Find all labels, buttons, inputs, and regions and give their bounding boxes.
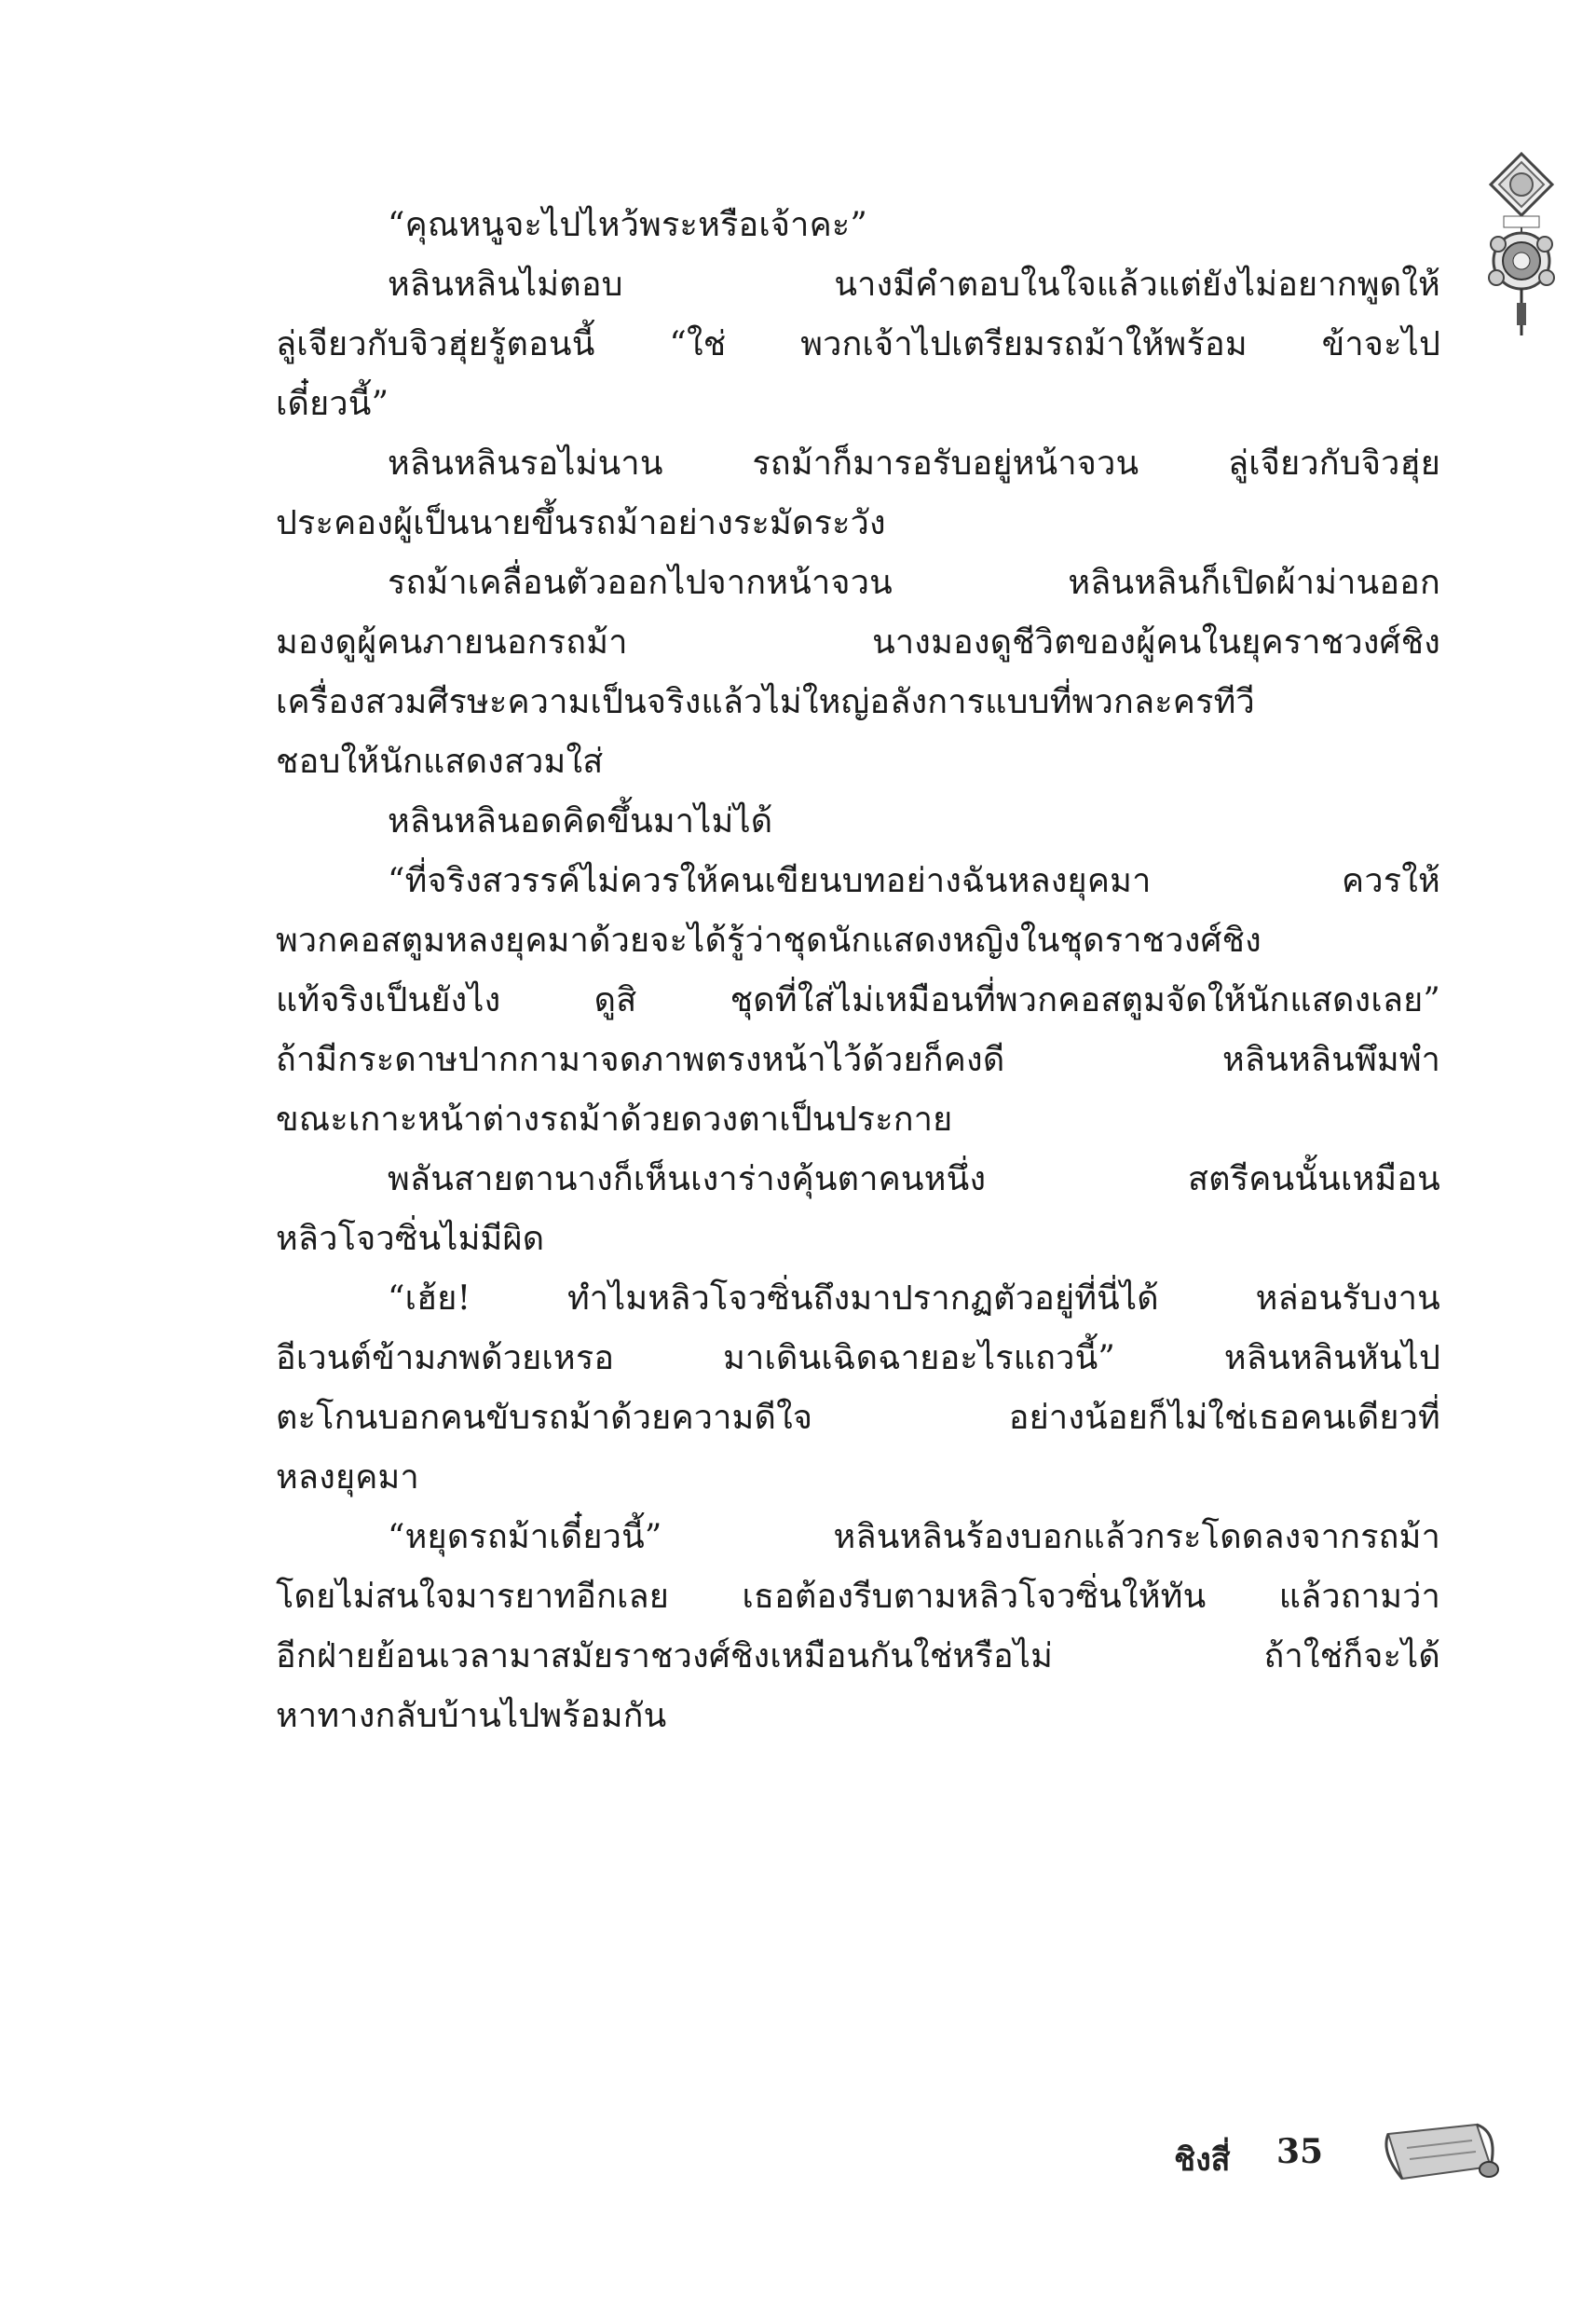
text-line [276, 1388, 1440, 1448]
text-line-content: หลินหลินรอไม่นาน รถม้าก็มารอรับอยู่หน้าจวน ลู่เจียวกับจิวฮุ่ย [388, 444, 1440, 483]
text-line [276, 255, 1440, 315]
text-line-content: ตะโกนบอกคนขับรถม้าด้วยความดีใจ อย่างน้อยก็ไม่ใช่เธอคนเดียวที่ [276, 1399, 1440, 1437]
text-line-content: รถม้าเคลื่อนตัวออกไปจากหน้าจวน หลินหลินก็เปิดผ้าม่านออก [388, 564, 1440, 602]
text-line-content: แท้จริงเป็นยังไง ดูสิ ชุดที่ใส่ไม่เหมือนที่พวกคอสตูมจัดให้นักแสดงเลย” [276, 981, 1440, 1019]
text-line-content: ประคองผู้เป็นนายขึ้นรถม้าอย่างระมัดระวัง [276, 504, 886, 542]
text-line-content: “หยุดรถม้าเดี๋ยวนี้” หลินหลินร้องบอกแล้วกระโดดลงจากรถม้า [388, 1518, 1440, 1556]
text-line [276, 732, 1440, 792]
text-line-content: หาทางกลับบ้านไปพร้อมกัน [276, 1697, 667, 1735]
text-line [276, 1269, 1440, 1329]
text-line [276, 1448, 1440, 1508]
text-line [276, 554, 1440, 613]
text-line-content: หลงยุคมา [276, 1458, 419, 1497]
text-line-content: พวกคอสตูมหลงยุคมาด้วยจะได้รู้ว่าชุดนักแสดงหญิงในชุดราชวงศ์ชิง [276, 922, 1262, 960]
text-line-content: ชอบให้นักแสดงสวมใส่ [276, 743, 604, 781]
text-line [276, 911, 1440, 971]
text-line-content: เครื่องสวมศีรษะความเป็นจริงแล้วไม่ใหญ่อลังการแบบที่พวกละครทีวี [276, 683, 1255, 721]
text-line [276, 1687, 1440, 1746]
text-line-content: พลันสายตานางก็เห็นเงาร่างคุ้นตาคนหนึ่ง สตรีคนนั้นเหมือน [388, 1160, 1440, 1198]
text-line-content: ลู่เจียวกับจิวฮุ่ยรู้ตอนนี้ “ใช่ พวกเจ้าไปเตรียมรถม้าให้พร้อม ข้าจะไป [276, 325, 1440, 363]
text-line [276, 1329, 1440, 1388]
scroll-icon [1379, 2115, 1500, 2190]
text-line [276, 1508, 1440, 1567]
text-line-content: เดี๋ยวนี้” [276, 385, 389, 423]
text-line [276, 375, 1440, 434]
text-line-content: หลินหลินไม่ตอบ นางมีคำตอบในใจแล้วแต่ยังไม่อยากพูดให้ [388, 266, 1440, 304]
text-line [276, 1567, 1440, 1627]
text-line [276, 1150, 1440, 1210]
chinese-knot-ornament-icon [1480, 149, 1563, 345]
text-line [276, 673, 1440, 732]
text-line [276, 971, 1440, 1031]
text-line [276, 792, 1440, 852]
text-line [276, 1031, 1440, 1090]
text-line-content: ขณะเกาะหน้าต่างรถม้าด้วยดวงตาเป็นประกาย [276, 1101, 953, 1139]
text-line [276, 1627, 1440, 1687]
text-line [276, 1210, 1440, 1269]
text-line-content: โดยไม่สนใจมารยาทอีกเลย เธอต้องรีบตามหลิวโจวซิ่นให้ทัน แล้วถามว่า [276, 1578, 1440, 1616]
text-line [276, 196, 1440, 255]
text-line-content: มองดูผู้คนภายนอกรถม้า นางมองดูชีวิตของผู้คนในยุคราชวงศ์ชิง [276, 623, 1440, 662]
text-line [276, 494, 1440, 554]
text-line-content: อีกฝ่ายย้อนเวลามาสมัยราชวงศ์ชิงเหมือนกันใช่หรือไม่ ถ้าใช่ก็จะได้ [276, 1637, 1440, 1675]
text-line-content: หลิวโจวซิ่นไม่มีผิด [276, 1220, 545, 1258]
text-line-content: หลินหลินอดคิดขึ้นมาไม่ได้ [388, 802, 773, 841]
text-line-content: “ที่จริงสวรรค์ไม่ควรให้คนเขียนบทอย่างฉันหลงยุคมา ควรให้ [388, 862, 1440, 900]
page-number: 35 [1276, 2132, 1324, 2171]
book-title: ชิงสี่ [1174, 2141, 1231, 2179]
story-text [276, 196, 1440, 1746]
text-line [276, 434, 1440, 494]
text-line [276, 852, 1440, 911]
text-line-content: “เฮ้ย! ทำไมหลิวโจวซิ่นถึงมาปรากฏตัวอยู่ที่นี่ได้ หล่อนรับงาน [388, 1279, 1440, 1318]
text-line-content: อีเวนต์ข้ามภพด้วยเหรอ มาเดินเฉิดฉายอะไรแถวนี้” หลินหลินหันไป [276, 1339, 1440, 1377]
text-line-content: “คุณหนูจะไปไหว้พระหรือเจ้าคะ” [388, 206, 867, 244]
text-line [276, 613, 1440, 673]
text-line [276, 1090, 1440, 1150]
text-line-content: ถ้ามีกระดาษปากกามาจดภาพตรงหน้าไว้ด้วยก็คงดี หลินหลินพึมพำ [276, 1041, 1440, 1079]
text-line [276, 315, 1440, 375]
page-footer [1146, 2115, 1519, 2199]
